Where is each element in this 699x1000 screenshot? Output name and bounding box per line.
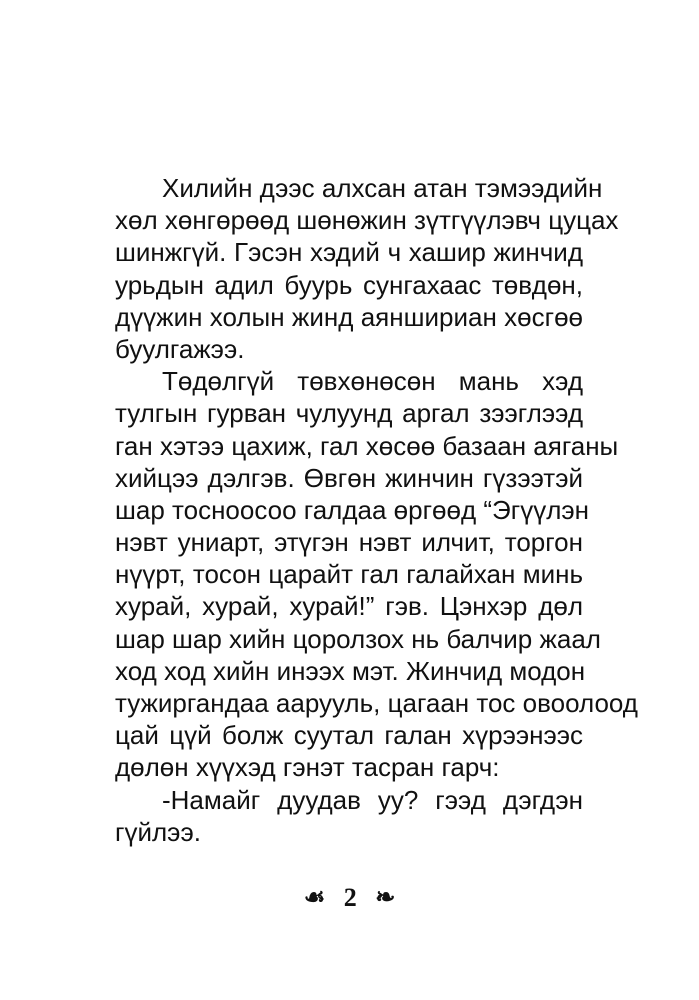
text-line: гүйлээ. [115,816,201,847]
right-ornament-icon: ❧ [375,882,396,912]
page-footer [0,883,699,915]
text-line: Хилийн дээс алхсан атан тэмээдийн [162,173,603,203]
text-line: нэвт униарт, этүгэн нэвт илчит, торгон [115,527,583,558]
text-line: ган хэтээ цахиж, гал хөсөө базаан аяганы [115,430,619,461]
text-line: буулгажээ. [115,333,245,364]
left-ornament-icon: ☙ [303,882,326,912]
text-line: хурай, хурай, хурай!” гэв. Цэнхэр дөл [115,591,583,622]
text-line: шар шар хийн цоролзох нь балчир жаал [115,623,601,654]
body-text [115,172,638,848]
text-line: ход ход хийн инээх мэт. Жинчид модон [115,655,586,686]
text-line: дөлөн хүүхэд гэнэт тасран гарч: [115,752,500,783]
page-number: 2 [343,883,357,912]
text-line: шинжгүй. Гэсэн хэдий ч хашир жинчид [115,237,583,268]
text-line: цай цүй болж суутал галан хүрээнээс [115,720,583,751]
text-line: нүүрт, тосон царайт гал галайхан минь [115,559,583,590]
text-line: тулгын гурван чулуунд аргал зээглээд [115,398,583,429]
text-line: хийцээ дэлгэв. Өвгөн жинчин гүзээтэй [115,462,583,493]
text-line: шар тосноосоо галдаа өргөөд “Эгүүлэн [115,494,589,525]
text-line: хөл хөнгөрөөд шөнөжин зүтгүүлэвч цуцах [115,205,619,236]
text-line: дүүжин холын жинд аяншириан хөсгөө [115,301,583,332]
text-line: Төдөлгүй төвхөнөсөн мань хэд [162,366,583,397]
text-line: урьдын адил буурь сунгахаас төвдөн, [115,269,583,300]
text-line: тужиргандаа аарууль, цагаан тос овоолоод [115,688,638,718]
text-line: -Намайг дуудав уу? гээд дэгдэн [162,784,583,815]
